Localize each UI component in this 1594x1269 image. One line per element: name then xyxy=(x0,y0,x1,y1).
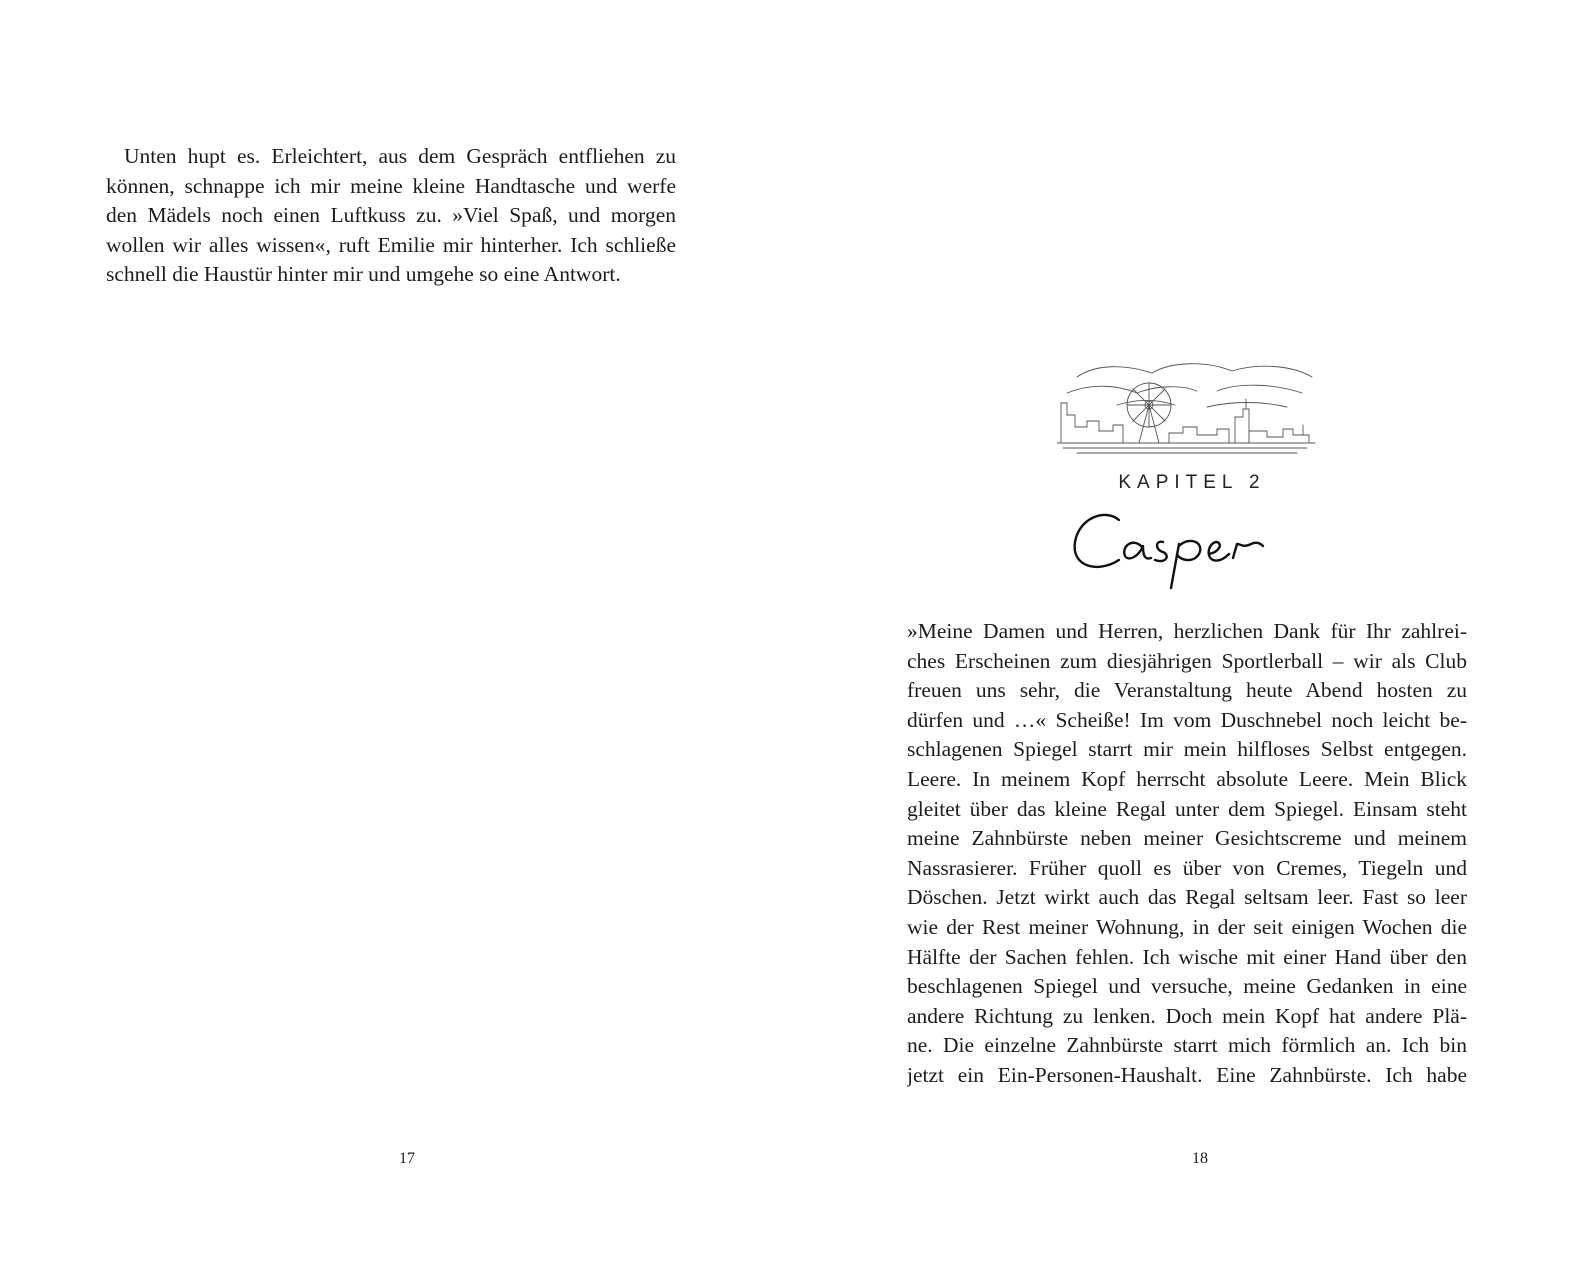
text-line: gleitet über das kleine Regal unter dem Spiegel. Einsam steht xyxy=(907,796,1467,821)
text-line: jetzt ein Ein-Personen-Haushalt. Eine Zahnbürste. Ich habe xyxy=(907,1062,1467,1087)
text-line: andere Richtung zu lenken. Doch mein Kopf hat andere Plä- xyxy=(907,1003,1467,1028)
text-line: den Mädels noch einen Luftkuss zu. »Viel Spaß, und morgen xyxy=(106,203,676,228)
text-line: freuen uns sehr, die Veranstaltung heute Abend hosten zu xyxy=(907,678,1467,703)
text-line: Döschen. Jetzt wirkt auch das Regal seltsam leer. Fast so leer xyxy=(907,885,1467,910)
text-line: Leere. In meinem Kopf herrscht absolute Leere. Mein Blick xyxy=(907,766,1467,791)
text-line: Unten hupt es. Erleichtert, aus dem Gespräch entfliehen zu xyxy=(124,144,676,168)
left-page-paragraph xyxy=(106,142,676,290)
city-skyline-ferris-wheel-icon xyxy=(1057,355,1317,465)
page-number-left: 17 xyxy=(399,1150,415,1167)
text-line: Nassrasierer. Früher quoll es über von Cremes, Tiegeln und xyxy=(907,855,1467,880)
text-line: ne. Die einzelne Zahnbürste starrt mich förmlich an. Ich bin xyxy=(907,1033,1467,1058)
text-line: schnell die Haustür hinter mir und umgehe so eine Antwort. xyxy=(106,262,621,287)
text-line: schlagenen Spiegel starrt mir mein hilfloses Selbst entgegen. xyxy=(907,737,1467,762)
text-line: wollen wir alles wissen«, ruft Emilie mir hinterher. Ich schließe xyxy=(106,232,676,257)
text-line: »Meine Damen und Herren, herzlichen Dank für Ihr zahlrei- xyxy=(907,619,1467,643)
chapter-title-script xyxy=(1067,500,1307,590)
text-line: wie der Rest meiner Wohnung, in der seit einigen Wochen die xyxy=(907,914,1467,939)
right-page xyxy=(797,0,1594,1269)
right-page-paragraph xyxy=(907,617,1467,1091)
chapter-label: KAPITEL 2 xyxy=(1118,472,1266,493)
text-line: Hälfte der Sachen fehlen. Ich wische mit einer Hand über den xyxy=(907,944,1467,969)
text-line: beschlagenen Spiegel und versuche, meine Gedanken in eine xyxy=(907,974,1467,999)
text-line: meine Zahnbürste neben meiner Gesichtscreme und meinem xyxy=(907,826,1467,851)
text-line: können, schnappe ich mir meine kleine Handtasche und werfe xyxy=(106,173,676,198)
text-line: dürfen und …« Scheiße! Im vom Duschnebel noch leicht be- xyxy=(907,707,1467,732)
text-line: ches Erscheinen zum diesjährigen Sportlerball – wir als Club xyxy=(907,648,1467,673)
page-number-right: 18 xyxy=(1192,1150,1208,1167)
